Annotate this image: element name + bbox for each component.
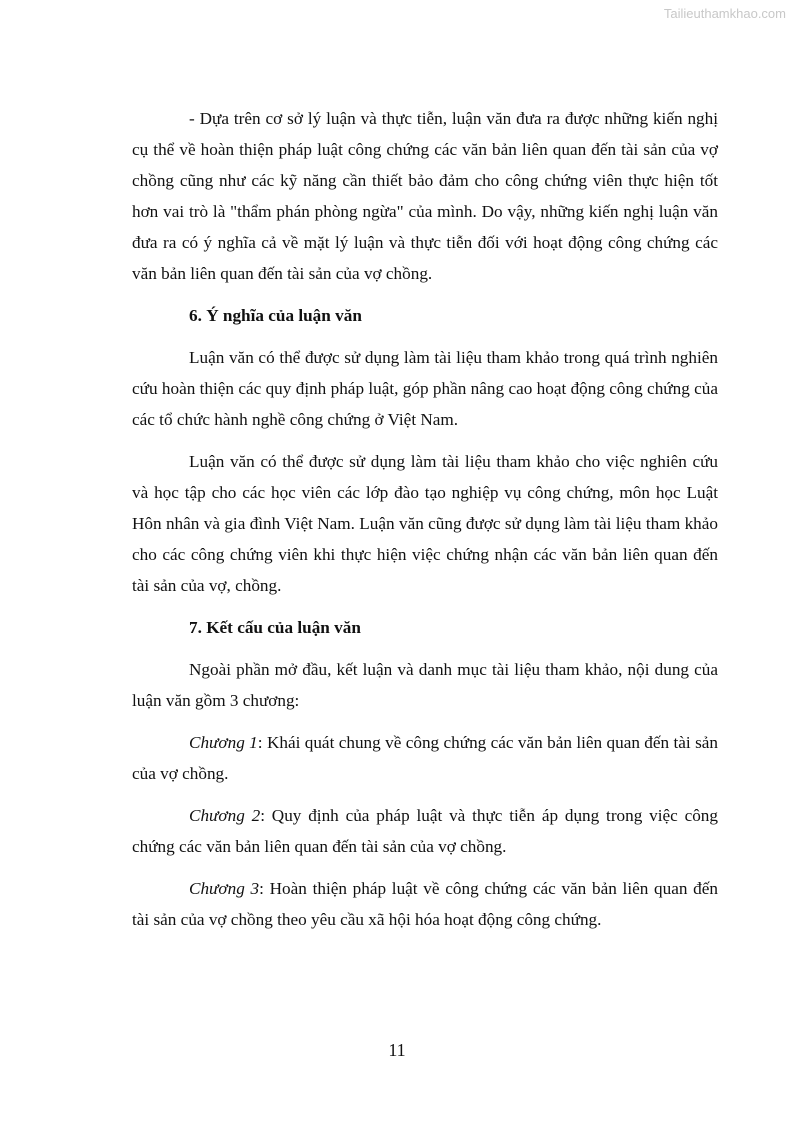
paragraph-significance-2: Luận văn có thể được sử dụng làm tài liệu tham khảo cho việc nghiên cứu và học tập cho các học viên các lớp đào tạo nghiệp vụ công chứng, môn học Luật Hôn nhân và gia đình Việt Nam. Luận văn cũng được sử dụng làm tài liệu tham khảo cho các công chứng viên khi thực hiện việc chứng nhận các văn bản liên quan đến tài sản của vợ, chồng. (132, 452, 718, 595)
heading-structure: 7. Kết cấu của luận văn (189, 618, 361, 637)
paragraph-structure: Ngoài phần mở đầu, kết luận và danh mục tài liệu tham khảo, nội dung của luận văn gồm 3 chương: (132, 660, 718, 710)
heading-significance: 6. Ý nghĩa của luận văn (189, 306, 362, 325)
watermark: Tailieuthamkhao.com (663, 6, 786, 21)
chapter-3-label: Chương 3 (189, 879, 260, 898)
paragraph-recommendations: - Dựa trên cơ sở lý luận và thực tiễn, luận văn đưa ra được những kiến nghị cụ thể về hoàn thiện pháp luật công chứng các văn bản liên quan đến tài sản của vợ chồng cũng như các kỹ năng cần thiết bảo đảm cho công chứng viên thực hiện tốt hơn vai trò là "thẩm phán phòng ngừa" của mình. Do vậy, những kiến nghị luận văn đưa ra có ý nghĩa cả về mặt lý luận và thực tiễn đối với hoạt động công chứng các văn bản liên quan đến tài sản của vợ chồng. (132, 109, 718, 283)
chapter-1-text: : Khái quát chung về công chứng các văn bản liên quan đến tài sản của vợ chồng. (132, 733, 718, 783)
chapter-2-label: Chương 2 (189, 806, 261, 825)
chapter-3-text: : Hoàn thiện pháp luật về công chứng các văn bản liên quan đến tài sản của vợ chồng theo yêu cầu xã hội hóa hoạt động công chứng. (132, 879, 718, 929)
paragraph-significance-1: Luận văn có thể được sử dụng làm tài liệu tham khảo trong quá trình nghiên cứu hoàn thiện các quy định pháp luật, góp phần nâng cao hoạt động công chứng của các tổ chức hành nghề công chứng ở Việt Nam. (132, 348, 718, 429)
chapter-3 (132, 873, 718, 935)
page-body (132, 103, 718, 935)
chapter-2 (132, 800, 718, 862)
chapter-1 (132, 727, 718, 789)
chapter-2-text: : Quy định của pháp luật và thực tiễn áp dụng trong việc công chứng các văn bản liên quan đến tài sản của vợ chồng. (132, 806, 718, 856)
page-number: 11 (388, 1040, 406, 1060)
chapter-1-label: Chương 1 (189, 733, 258, 752)
